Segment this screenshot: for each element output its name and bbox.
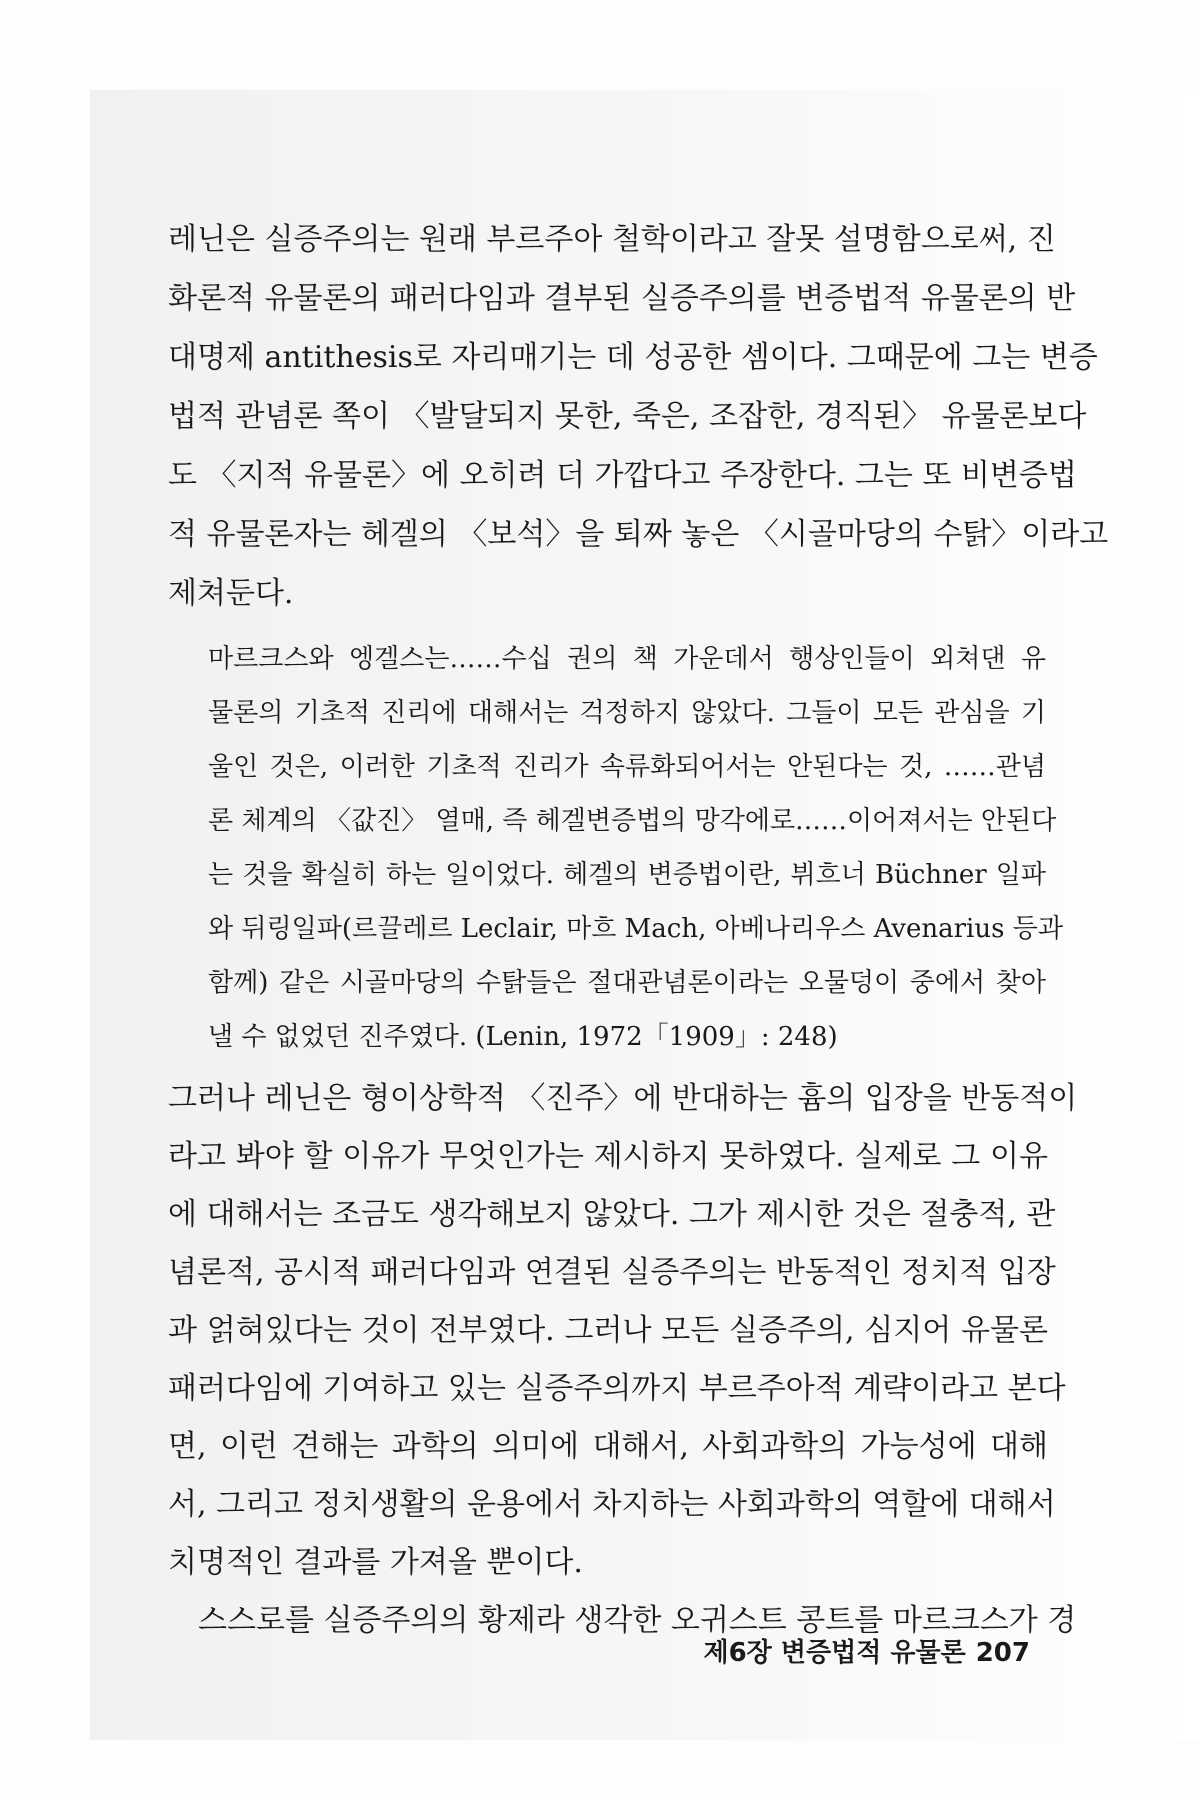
paragraph-1 bbox=[168, 210, 1109, 623]
text-line: 치명적인 결과를 가져올 뿐이다. bbox=[168, 1545, 583, 1580]
quote-line: 낼 수 없었던 진주였다. (Lenin, 1972「1909」: 248) bbox=[208, 1022, 838, 1052]
quote-line: 는 것을 확실히 하는 일이었다. 헤겔의 변증법이란, 뷔흐너 Büchner 일파 bbox=[208, 860, 1046, 890]
page-number: 207 bbox=[975, 1638, 1030, 1668]
quote-line: 울인 것은, 이러한 기초적 진리가 속류화되어서는 안된다는 것, ……관념 bbox=[208, 752, 1046, 782]
text-line: 레닌은 실증주의는 원래 부르주아 철학이라고 잘못 설명함으로써, 진 bbox=[168, 222, 1056, 257]
text-line: 패러다임에 기여하고 있는 실증주의까지 부르주아적 계략이라고 본다 bbox=[168, 1371, 1066, 1406]
page-footer bbox=[703, 1632, 1030, 1669]
text-line: 법적 관념론 쪽이 〈발달되지 못한, 죽은, 조잡한, 경직된〉 유물론보다 bbox=[168, 399, 1087, 434]
text-line: 과 얽혀있다는 것이 전부였다. 그러나 모든 실증주의, 심지어 유물론 bbox=[168, 1313, 1048, 1348]
quote-line: 함께) 같은 시골마당의 수탉들은 절대관념론이라는 오물덩이 중에서 찾아 bbox=[208, 968, 1046, 998]
quote-line: 마르크스와 엥겔스는……수십 권의 책 가운데서 행상인들이 외쳐댄 유 bbox=[208, 644, 1046, 674]
paragraph-3 bbox=[168, 1070, 1078, 1650]
block-quote bbox=[208, 632, 1063, 1064]
text-line: 서, 그리고 정치생활의 운용에서 차지하는 사회과학의 역할에 대해서 bbox=[168, 1487, 1056, 1522]
text-line: 제쳐둔다. bbox=[168, 576, 294, 611]
text-line: 면, 이런 견해는 과학의 의미에 대해서, 사회과학의 가능성에 대해 bbox=[168, 1429, 1048, 1464]
text-line: 화론적 유물론의 패러다임과 결부된 실증주의를 변증법적 유물론의 반 bbox=[168, 281, 1076, 316]
text-line: 그러나 레닌은 형이상학적 〈진주〉에 반대하는 흄의 입장을 반동적이 bbox=[168, 1081, 1078, 1116]
quote-line: 와 뒤링일파(르끌레르 Leclair, 마흐 Mach, 아베나리우스 Avenarius 등과 bbox=[208, 914, 1063, 944]
quote-line: 론 체계의 〈값진〉 열매, 즉 헤겔변증법의 망각에로……이어져서는 안된다 bbox=[208, 806, 1057, 836]
text-line: 에 대해서는 조금도 생각해보지 않았다. 그가 제시한 것은 절충적, 관 bbox=[168, 1197, 1056, 1232]
text-line: 스스로를 실증주의의 황제라 생각한 오귀스트 콩트를 마르크스가 경 bbox=[198, 1603, 1077, 1638]
chapter-title: 제6장 변증법적 유물론 bbox=[703, 1638, 966, 1668]
text-line: 대명제 antithesis로 자리매기는 데 성공한 셈이다. 그때문에 그는 변증 bbox=[168, 340, 1098, 375]
text-line: 적 유물론자는 헤겔의 〈보석〉을 퇴짜 놓은 〈시골마당의 수탉〉이라고 bbox=[168, 517, 1109, 552]
text-line: 라고 봐야 할 이유가 무엇인가는 제시하지 못하였다. 실제로 그 이유 bbox=[168, 1139, 1048, 1174]
text-line: 도 〈지적 유물론〉에 오히려 더 가깝다고 주장한다. 그는 또 비변증법 bbox=[168, 458, 1077, 493]
text-line: 념론적, 공시적 패러다임과 연결된 실증주의는 반동적인 정치적 입장 bbox=[168, 1255, 1056, 1290]
quote-line: 물론의 기초적 진리에 대해서는 걱정하지 않았다. 그들이 모든 관심을 기 bbox=[208, 698, 1046, 728]
